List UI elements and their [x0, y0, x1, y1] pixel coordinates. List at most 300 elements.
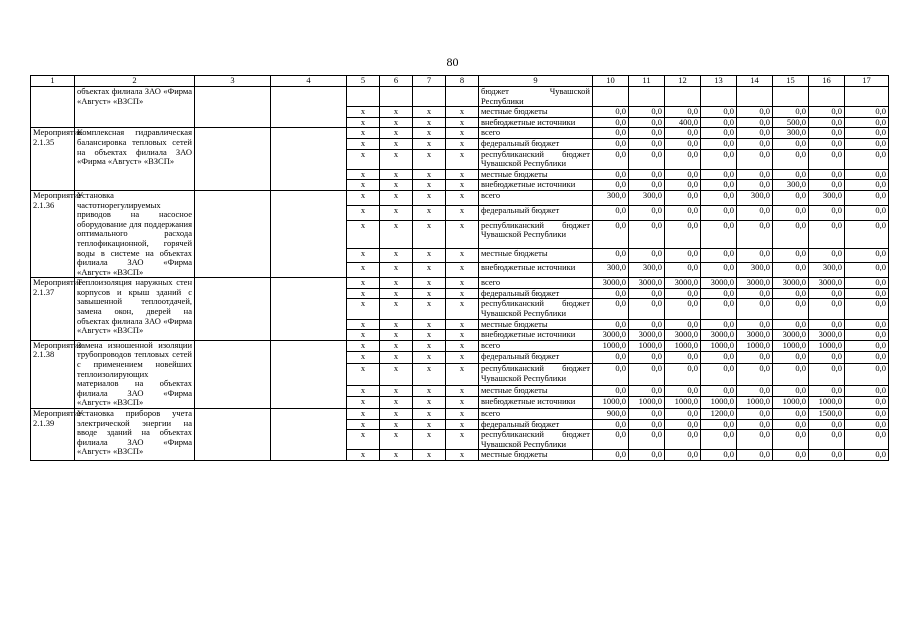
amount-cell: 0,0	[845, 205, 889, 220]
code-mark-cell: х	[413, 107, 446, 118]
amount-cell: 0,0	[665, 419, 701, 430]
column-number-header: 7	[413, 76, 446, 87]
amount-cell: 0,0	[845, 340, 889, 352]
amount-cell: 0,0	[629, 319, 665, 330]
amount-cell: 3000,0	[737, 330, 773, 341]
code-mark-cell: х	[347, 190, 380, 205]
code-mark-cell: х	[347, 397, 380, 409]
code-mark-cell: х	[413, 278, 446, 289]
amount-cell: 0,0	[593, 220, 629, 248]
amount-cell: 0,0	[665, 363, 701, 385]
code-mark-cell: х	[413, 149, 446, 169]
table-row	[31, 87, 889, 107]
amount-cell: 3000,0	[773, 330, 809, 341]
code-mark-cell: х	[380, 169, 413, 180]
amount-cell: 0,0	[845, 220, 889, 248]
amount-cell: 1000,0	[665, 340, 701, 352]
code-mark-cell: х	[380, 363, 413, 385]
amount-cell: 0,0	[701, 180, 737, 191]
code-mark-cell: х	[380, 128, 413, 139]
amount-cell: 0,0	[629, 288, 665, 299]
amount-cell: 0,0	[593, 169, 629, 180]
amount-cell: 0,0	[593, 352, 629, 364]
amount-cell: 0,0	[845, 278, 889, 289]
code-mark-cell: х	[413, 385, 446, 397]
funding-source-cell: федеральный бюджет	[479, 288, 593, 299]
amount-cell: 0,0	[593, 248, 629, 263]
amount-cell: 0,0	[701, 288, 737, 299]
amount-cell: 0,0	[629, 352, 665, 364]
code-mark-cell: х	[413, 330, 446, 341]
amount-cell: 1000,0	[737, 397, 773, 409]
amount-cell: 0,0	[773, 138, 809, 149]
code-mark-cell: х	[347, 205, 380, 220]
amount-cell: 0,0	[701, 319, 737, 330]
amount-cell: 0,0	[845, 138, 889, 149]
amount-cell: 3000,0	[665, 278, 701, 289]
amount-cell: 0,0	[737, 299, 773, 319]
amount-cell: 0,0	[773, 169, 809, 180]
amount-cell: 3000,0	[665, 330, 701, 341]
amount-cell: 0,0	[701, 450, 737, 461]
amount-cell: 0,0	[629, 138, 665, 149]
amount-cell: 0,0	[593, 363, 629, 385]
amount-cell: 0,0	[773, 430, 809, 450]
amount-cell: 3000,0	[701, 330, 737, 341]
column-number-header: 8	[446, 76, 479, 87]
code-mark-cell: х	[380, 385, 413, 397]
amount-cell: 0,0	[629, 385, 665, 397]
column-number-header: 11	[629, 76, 665, 87]
code-mark-cell: х	[380, 299, 413, 319]
amount-cell: 0,0	[737, 169, 773, 180]
amount-cell: 0,0	[629, 107, 665, 118]
amount-cell: 0,0	[737, 149, 773, 169]
amount-cell: 0,0	[737, 180, 773, 191]
amount-cell: 0,0	[773, 409, 809, 420]
amount-cell: 0,0	[845, 149, 889, 169]
code-mark-cell: х	[380, 409, 413, 420]
funding-source-cell: внебюджетные источники	[479, 117, 593, 128]
amount-cell: 0,0	[737, 220, 773, 248]
code-mark-cell: х	[413, 190, 446, 205]
table-row	[31, 128, 889, 139]
code-mark-cell: х	[347, 330, 380, 341]
amount-cell: 500,0	[773, 117, 809, 128]
code-mark-cell: х	[380, 190, 413, 205]
amount-cell: 3000,0	[593, 330, 629, 341]
code-mark-cell: х	[413, 363, 446, 385]
amount-cell: 0,0	[665, 190, 701, 205]
code-mark-cell: х	[446, 450, 479, 461]
amount-cell: 0,0	[737, 117, 773, 128]
empty-cell	[195, 128, 271, 191]
amount-cell: 1000,0	[701, 340, 737, 352]
amount-cell: 0,0	[737, 248, 773, 263]
amount-cell: 0,0	[737, 205, 773, 220]
amount-cell: 3000,0	[773, 278, 809, 289]
amount-cell: 0,0	[809, 138, 845, 149]
amount-cell: 1000,0	[665, 397, 701, 409]
measure-label: Мероприятие 2.1.39	[31, 409, 75, 461]
code-mark-cell: х	[380, 138, 413, 149]
amount-cell: 300,0	[773, 128, 809, 139]
amount-cell: 0,0	[809, 169, 845, 180]
code-mark-cell: х	[380, 288, 413, 299]
amount-cell: 0,0	[773, 248, 809, 263]
funding-source-cell: местные бюджеты	[479, 107, 593, 118]
amount-cell: 0,0	[701, 107, 737, 118]
measure-description: Теплоизоляция наружных стен корпусов и крыш зданий с завышенной теплоотдачей, замена окон, дверей на объектах филиала ЗАО «Фирма «Август» «ВЗСП»	[75, 278, 195, 341]
empty-cell	[195, 190, 271, 277]
funding-source-cell: республиканский бюджет Чувашской Республики	[479, 149, 593, 169]
column-number-header: 9	[479, 76, 593, 87]
amount-cell: 0,0	[809, 419, 845, 430]
amount-cell: 0,0	[701, 248, 737, 263]
code-mark-cell: х	[446, 107, 479, 118]
amount-cell: 0,0	[773, 299, 809, 319]
code-mark-cell: х	[380, 330, 413, 341]
amount-cell: 0,0	[809, 319, 845, 330]
amount-cell: 0,0	[845, 169, 889, 180]
code-mark-cell: х	[380, 107, 413, 118]
amount-cell: 0,0	[737, 138, 773, 149]
column-number-header: 17	[845, 76, 889, 87]
empty-cell	[195, 409, 271, 461]
code-mark-cell: х	[446, 149, 479, 169]
empty-cell	[271, 278, 347, 341]
amount-cell: 0,0	[665, 149, 701, 169]
amount-cell	[593, 87, 629, 107]
amount-cell: 900,0	[593, 409, 629, 420]
code-mark-cell: х	[413, 419, 446, 430]
amount-cell: 0,0	[773, 263, 809, 278]
funding-source-cell: республиканский бюджет Чувашской Республики	[479, 299, 593, 319]
measure-label: Мероприятие 2.1.38	[31, 340, 75, 408]
funding-source-cell: внебюджетные источники	[479, 263, 593, 278]
amount-cell: 0,0	[809, 363, 845, 385]
code-mark-cell: х	[413, 299, 446, 319]
column-number-row	[31, 76, 889, 87]
amount-cell: 0,0	[809, 128, 845, 139]
amount-cell: 0,0	[737, 363, 773, 385]
amount-cell: 3000,0	[629, 278, 665, 289]
amount-cell: 0,0	[593, 180, 629, 191]
amount-cell: 300,0	[593, 263, 629, 278]
amount-cell: 300,0	[593, 190, 629, 205]
funding-source-cell: местные бюджеты	[479, 169, 593, 180]
amount-cell: 1000,0	[773, 397, 809, 409]
amount-cell: 0,0	[593, 419, 629, 430]
amount-cell: 0,0	[809, 385, 845, 397]
amount-cell: 0,0	[773, 319, 809, 330]
funding-source-cell: федеральный бюджет	[479, 138, 593, 149]
amount-cell: 0,0	[773, 352, 809, 364]
column-number-header: 3	[195, 76, 271, 87]
amount-cell: 0,0	[701, 149, 737, 169]
amount-cell: 0,0	[629, 220, 665, 248]
code-mark-cell: х	[413, 288, 446, 299]
amount-cell: 0,0	[701, 385, 737, 397]
code-mark-cell: х	[380, 430, 413, 450]
amount-cell: 0,0	[665, 205, 701, 220]
code-mark-cell: х	[347, 263, 380, 278]
amount-cell: 0,0	[845, 299, 889, 319]
code-mark-cell: х	[446, 117, 479, 128]
amount-cell: 0,0	[701, 352, 737, 364]
code-mark-cell: х	[446, 319, 479, 330]
amount-cell: 0,0	[665, 385, 701, 397]
code-mark-cell: х	[380, 352, 413, 364]
code-mark-cell: х	[380, 278, 413, 289]
amount-cell: 3000,0	[593, 278, 629, 289]
amount-cell: 1000,0	[773, 340, 809, 352]
amount-cell: 0,0	[845, 330, 889, 341]
amount-cell: 3000,0	[737, 278, 773, 289]
budget-table	[30, 75, 889, 461]
code-mark-cell	[380, 87, 413, 107]
code-mark-cell: х	[347, 352, 380, 364]
code-mark-cell: х	[380, 248, 413, 263]
amount-cell: 0,0	[701, 169, 737, 180]
amount-cell: 0,0	[665, 138, 701, 149]
amount-cell: 0,0	[665, 450, 701, 461]
amount-cell: 0,0	[845, 180, 889, 191]
amount-cell: 0,0	[593, 117, 629, 128]
measure-description: Комплексная гидравлическая балансировка тепловых сетей на объектах филиала ЗАО «Фирма «Август» «ВЗСП»	[75, 128, 195, 191]
amount-cell: 0,0	[629, 363, 665, 385]
amount-cell: 1000,0	[593, 397, 629, 409]
amount-cell: 300,0	[737, 263, 773, 278]
column-number-header: 12	[665, 76, 701, 87]
funding-source-cell: всего	[479, 278, 593, 289]
funding-source-cell: федеральный бюджет	[479, 352, 593, 364]
amount-cell: 0,0	[773, 149, 809, 169]
column-number-header: 5	[347, 76, 380, 87]
code-mark-cell: х	[380, 397, 413, 409]
code-mark-cell: х	[446, 363, 479, 385]
funding-source-cell: федеральный бюджет	[479, 205, 593, 220]
amount-cell: 0,0	[845, 397, 889, 409]
amount-cell: 0,0	[809, 220, 845, 248]
amount-cell: 3000,0	[809, 330, 845, 341]
amount-cell: 0,0	[665, 128, 701, 139]
amount-cell: 3000,0	[701, 278, 737, 289]
code-mark-cell	[413, 87, 446, 107]
empty-cell	[271, 128, 347, 191]
amount-cell: 0,0	[665, 263, 701, 278]
code-mark-cell: х	[446, 385, 479, 397]
funding-source-cell: всего	[479, 190, 593, 205]
amount-cell: 0,0	[593, 107, 629, 118]
amount-cell: 300,0	[809, 263, 845, 278]
amount-cell: 1000,0	[629, 397, 665, 409]
amount-cell: 0,0	[845, 107, 889, 118]
code-mark-cell: х	[446, 205, 479, 220]
code-mark-cell: х	[446, 169, 479, 180]
code-mark-cell: х	[347, 319, 380, 330]
code-mark-cell: х	[380, 149, 413, 169]
code-mark-cell: х	[380, 419, 413, 430]
code-mark-cell: х	[446, 263, 479, 278]
code-mark-cell: х	[413, 117, 446, 128]
measure-description: Установка приборов учета электрической энергии на вводе зданий на объектах филиала ЗАО «Фирма «Август» «ВЗСП»	[75, 409, 195, 461]
amount-cell: 0,0	[809, 117, 845, 128]
code-mark-cell: х	[446, 138, 479, 149]
code-mark-cell: х	[446, 419, 479, 430]
empty-cell	[195, 278, 271, 341]
amount-cell: 0,0	[809, 248, 845, 263]
funding-source-cell: всего	[479, 409, 593, 420]
funding-source-cell: всего	[479, 340, 593, 352]
code-mark-cell: х	[347, 149, 380, 169]
table-row	[31, 409, 889, 420]
amount-cell	[773, 87, 809, 107]
amount-cell: 1000,0	[809, 397, 845, 409]
code-mark-cell: х	[347, 117, 380, 128]
amount-cell: 0,0	[629, 180, 665, 191]
code-mark-cell: х	[347, 363, 380, 385]
empty-cell	[195, 87, 271, 128]
code-mark-cell: х	[446, 288, 479, 299]
funding-source-cell: внебюджетные источники	[479, 330, 593, 341]
code-mark-cell: х	[413, 409, 446, 420]
code-mark-cell: х	[347, 169, 380, 180]
amount-cell: 0,0	[593, 205, 629, 220]
measure-label: Мероприятие 2.1.36	[31, 190, 75, 277]
code-mark-cell: х	[347, 419, 380, 430]
code-mark-cell: х	[347, 180, 380, 191]
funding-source-cell: республиканский бюджет Чувашской Республики	[479, 220, 593, 248]
amount-cell: 0,0	[629, 117, 665, 128]
amount-cell: 0,0	[845, 288, 889, 299]
column-number-header: 14	[737, 76, 773, 87]
empty-cell	[271, 409, 347, 461]
amount-cell: 0,0	[665, 409, 701, 420]
amount-cell: 0,0	[737, 288, 773, 299]
measure-description: Установка частотнорегулируемых приводов на насосное оборудование для поддержания оптимального расхода теплофикационной, горячей воды в системе на объектах филиала ЗАО «Фирма «Август» «ВЗСП»	[75, 190, 195, 277]
amount-cell: 0,0	[737, 419, 773, 430]
empty-cell	[271, 87, 347, 128]
amount-cell: 300,0	[809, 190, 845, 205]
code-mark-cell: х	[413, 397, 446, 409]
code-mark-cell: х	[446, 190, 479, 205]
amount-cell: 0,0	[809, 352, 845, 364]
code-mark-cell: х	[413, 180, 446, 191]
funding-source-cell: внебюджетные источники	[479, 180, 593, 191]
amount-cell: 0,0	[593, 138, 629, 149]
amount-cell	[629, 87, 665, 107]
amount-cell: 0,0	[629, 409, 665, 420]
amount-cell: 0,0	[665, 299, 701, 319]
amount-cell: 0,0	[773, 419, 809, 430]
amount-cell: 0,0	[593, 299, 629, 319]
amount-cell: 0,0	[845, 385, 889, 397]
code-mark-cell: х	[347, 340, 380, 352]
column-number-header: 1	[31, 76, 75, 87]
amount-cell: 400,0	[665, 117, 701, 128]
amount-cell: 0,0	[593, 128, 629, 139]
page-number: 80	[446, 55, 459, 69]
amount-cell: 0,0	[737, 385, 773, 397]
code-mark-cell: х	[347, 278, 380, 289]
code-mark-cell: х	[380, 220, 413, 248]
column-number-header: 2	[75, 76, 195, 87]
amount-cell: 0,0	[701, 205, 737, 220]
funding-source-cell: местные бюджеты	[479, 319, 593, 330]
amount-cell: 300,0	[629, 190, 665, 205]
amount-cell: 1500,0	[809, 409, 845, 420]
code-mark-cell: х	[446, 430, 479, 450]
column-number-header: 4	[271, 76, 347, 87]
measure-label: Мероприятие 2.1.35	[31, 128, 75, 191]
amount-cell: 0,0	[593, 430, 629, 450]
code-mark-cell: х	[446, 180, 479, 191]
amount-cell: 0,0	[845, 409, 889, 420]
amount-cell: 0,0	[773, 385, 809, 397]
amount-cell: 300,0	[629, 263, 665, 278]
amount-cell: 1000,0	[593, 340, 629, 352]
amount-cell: 0,0	[701, 363, 737, 385]
amount-cell: 0,0	[809, 288, 845, 299]
code-mark-cell: х	[413, 205, 446, 220]
funding-source-cell: местные бюджеты	[479, 248, 593, 263]
code-mark-cell: х	[446, 340, 479, 352]
amount-cell: 0,0	[701, 128, 737, 139]
amount-cell	[665, 87, 701, 107]
code-mark-cell: х	[347, 288, 380, 299]
code-mark-cell: х	[446, 128, 479, 139]
amount-cell: 1200,0	[701, 409, 737, 420]
amount-cell: 0,0	[665, 180, 701, 191]
funding-source-cell: внебюджетные источники	[479, 397, 593, 409]
amount-cell: 0,0	[845, 450, 889, 461]
code-mark-cell: х	[413, 352, 446, 364]
code-mark-cell: х	[413, 128, 446, 139]
amount-cell: 0,0	[845, 248, 889, 263]
amount-cell: 0,0	[845, 430, 889, 450]
amount-cell: 0,0	[737, 450, 773, 461]
amount-cell: 0,0	[701, 299, 737, 319]
amount-cell: 300,0	[773, 180, 809, 191]
code-mark-cell: х	[347, 450, 380, 461]
measure-description: объектах филиала ЗАО «Фирма «Август» «ВЗСП»	[75, 87, 195, 128]
amount-cell: 0,0	[701, 263, 737, 278]
amount-cell	[845, 87, 889, 107]
table-body	[31, 87, 889, 461]
amount-cell: 0,0	[809, 450, 845, 461]
column-number-header: 13	[701, 76, 737, 87]
column-number-header: 16	[809, 76, 845, 87]
amount-cell: 0,0	[809, 107, 845, 118]
code-mark-cell: х	[413, 263, 446, 278]
amount-cell: 1000,0	[701, 397, 737, 409]
amount-cell: 1000,0	[629, 340, 665, 352]
empty-cell	[271, 340, 347, 408]
amount-cell: 0,0	[629, 205, 665, 220]
amount-cell: 0,0	[845, 263, 889, 278]
code-mark-cell: х	[446, 330, 479, 341]
amount-cell: 3000,0	[629, 330, 665, 341]
measure-label: Мероприятие 2.1.37	[31, 278, 75, 341]
amount-cell: 0,0	[701, 190, 737, 205]
amount-cell: 0,0	[737, 409, 773, 420]
code-mark-cell: х	[446, 409, 479, 420]
amount-cell: 0,0	[629, 128, 665, 139]
amount-cell	[701, 87, 737, 107]
measure-label	[31, 87, 75, 128]
code-mark-cell: х	[380, 340, 413, 352]
